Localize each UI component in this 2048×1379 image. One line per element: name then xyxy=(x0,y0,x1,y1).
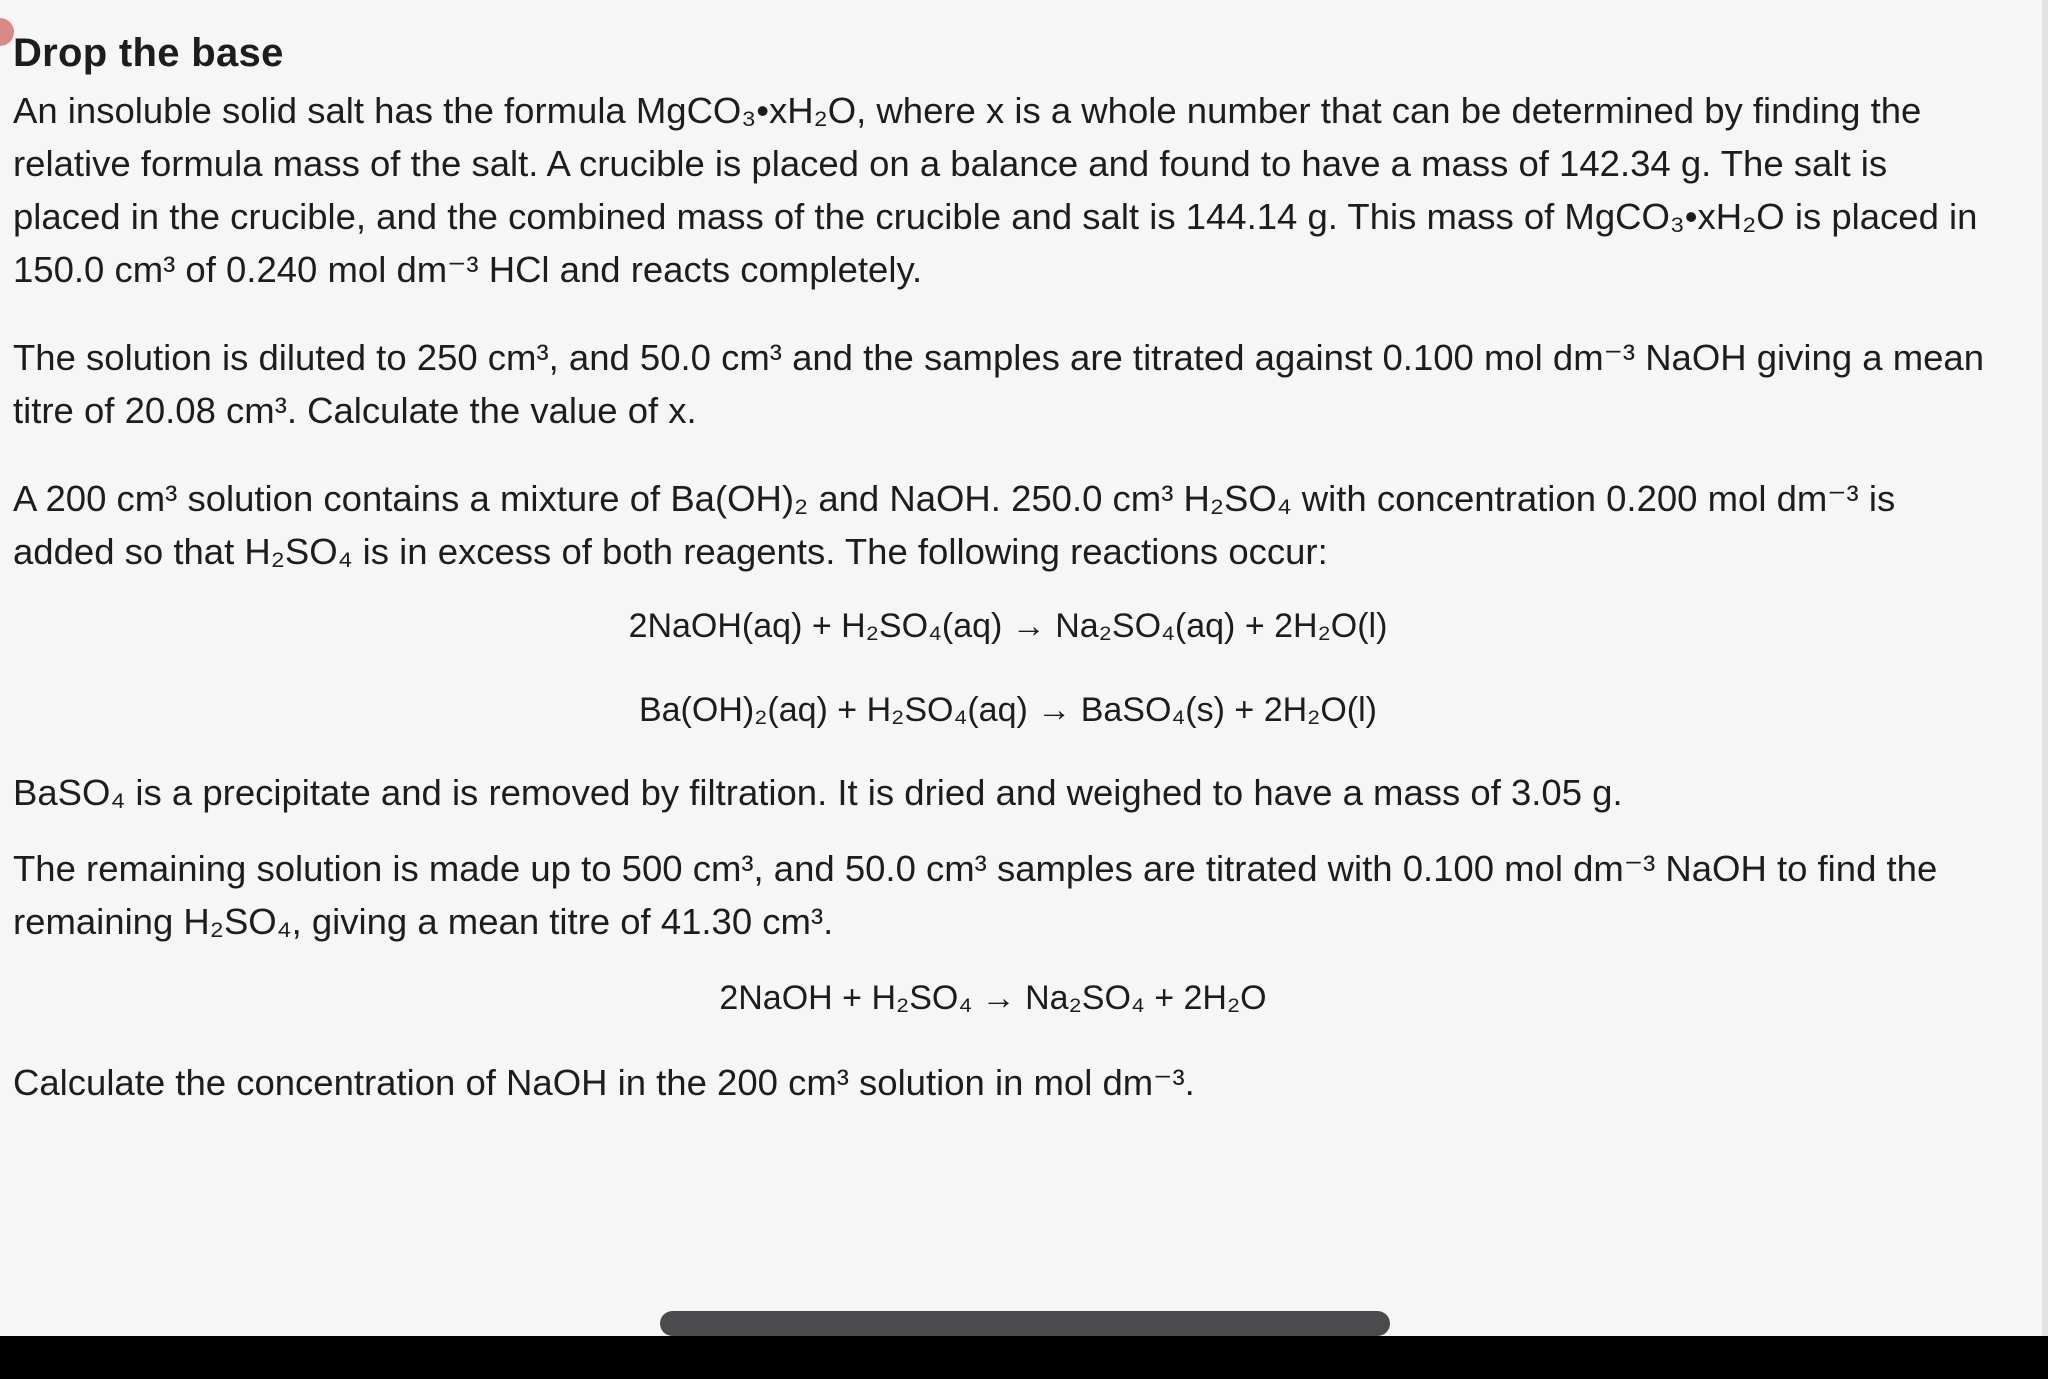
paragraph-final-question: Calculate the concentration of NaOH in the 200 cm³ solution in mol dm⁻³. xyxy=(13,1062,1195,1103)
paragraph-salt-description: An insoluble solid salt has the formula MgCO₃•xH₂O, where x is a whole number that can be determined by finding the relative formula mass of the salt. A crucible is placed on a balance and found to have a mass of 142.34 g. The salt is placed in the crucible, and the combined mass of the crucible and salt is 144.14 g. This mass of MgCO₃•xH₂O is placed in 150.0 cm³ of 0.240 mol dm⁻³ HCl and reacts completely. xyxy=(13,90,1978,290)
paragraph-remaining-solution: The remaining solution is made up to 500 cm³, and 50.0 cm³ samples are titrated with 0.100 mol dm⁻³ NaOH to find the remaining H₂SO₄, giving a mean titre of 41.30 cm³. xyxy=(13,848,1938,942)
paragraph-titration-part-one: The solution is diluted to 250 cm³, and 50.0 cm³ and the samples are titrated against 0.100 mol dm⁻³ NaOH giving a mean titre of 20.08 cm³. Calculate the value of x. xyxy=(13,337,1984,431)
equation-naoh-h2so4: 2NaOH(aq) + H₂SO₄(aq) → Na₂SO₄(aq) + 2H₂O(l) xyxy=(628,607,1388,645)
equation-back-titration: 2NaOH + H₂SO₄ → Na₂SO₄ + 2H₂O xyxy=(719,979,1267,1017)
question-title: Drop the base xyxy=(13,31,284,75)
equation-baoh2-h2so4: Ba(OH)₂(aq) + H₂SO₄(aq) → BaSO₄(s) + 2H₂O(l) xyxy=(638,691,1378,729)
paragraph-precipitate: BaSO₄ is a precipitate and is removed by filtration. It is dried and weighed to have a mass of 3.05 g. xyxy=(13,772,1623,813)
home-indicator-bar[interactable] xyxy=(660,1311,1390,1336)
page-right-edge xyxy=(2042,0,2048,1336)
question-content xyxy=(13,22,2003,1109)
screen-bottom-bar xyxy=(0,1336,2048,1379)
paragraph-mixture-description: A 200 cm³ solution contains a mixture of Ba(OH)₂ and NaOH. 250.0 cm³ H₂SO₄ with concentration 0.200 mol dm⁻³ is added so that H₂SO₄ is in excess of both reagents. The following reactions occur: xyxy=(13,478,1896,572)
page-edge-mark xyxy=(0,18,14,46)
